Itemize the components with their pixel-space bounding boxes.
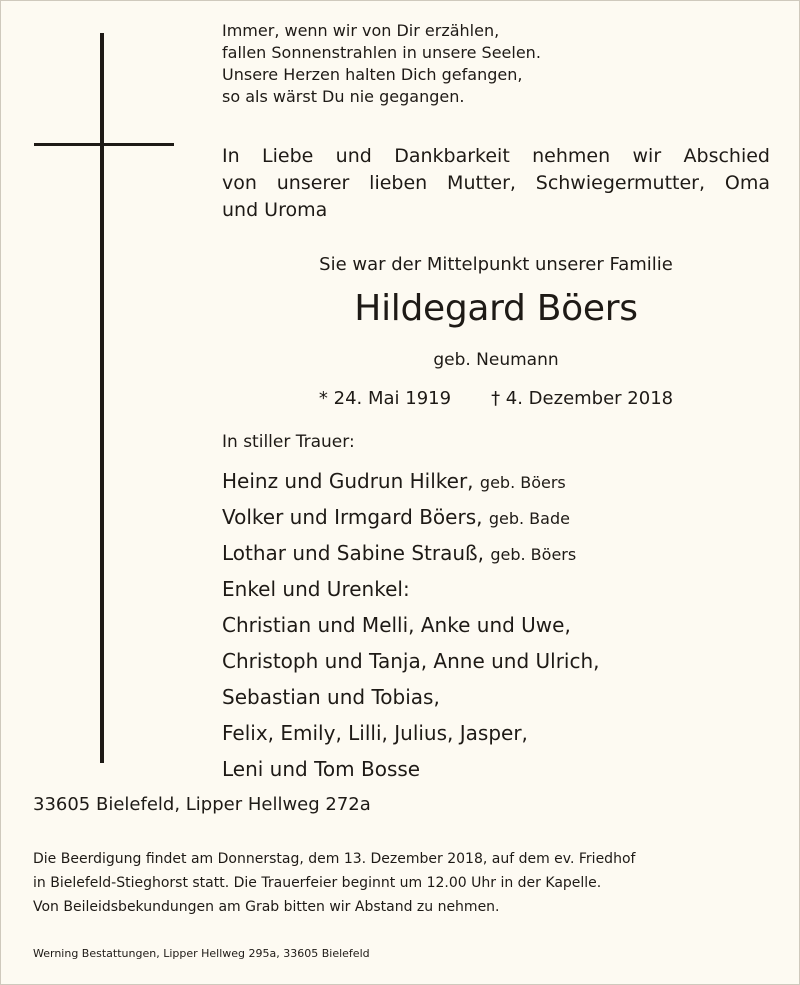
mourner-line: Christoph und Tanja, Anne und Ulrich, [222, 649, 600, 673]
undertaker-info: Werning Bestattungen, Lipper Hellweg 295a, 33605 Bielefeld [33, 947, 370, 960]
mourner-line: Volker und Irmgard Böers, geb. Bade [222, 505, 570, 529]
funeral-info-line: Von Beileidsbekundungen am Grab bitten wir Abstand zu nehmen. [33, 899, 500, 915]
poem-line: fallen Sonnenstrahlen in unsere Seelen. [222, 43, 541, 62]
birth-date: * 24. Mai 1919 [318, 388, 452, 409]
mourners-list [222, 463, 600, 787]
funeral-info [33, 847, 635, 919]
poem-line: Immer, wenn wir von Dir erzählen, [222, 21, 500, 40]
maiden-name: geb. Neumann [433, 350, 559, 370]
mourning-label: In stiller Trauer: [222, 432, 355, 452]
mourner-line: Heinz und Gudrun Hilker, geb. Böers [222, 469, 566, 493]
mourner-line: Sebastian und Tobias, [222, 685, 440, 709]
funeral-info-line: in Bielefeld-Stieghorst statt. Die Trauerfeier beginnt um 12.00 Uhr in der Kapelle. [33, 875, 602, 891]
life-dates [222, 388, 770, 409]
intro-text [222, 143, 770, 224]
intro-line: In Liebe und Dankbarkeit nehmen wir Abschied [222, 145, 770, 167]
poem-line: so als wärst Du nie gegangen. [222, 87, 465, 106]
mourner-line: Lothar und Sabine Strauß, geb. Böers [222, 541, 577, 565]
intro-line: und Uroma [222, 199, 328, 221]
poem-line: Unsere Herzen halten Dich gefangen, [222, 65, 523, 84]
tagline: Sie war der Mittelpunkt unserer Familie [319, 254, 673, 275]
poem [222, 20, 541, 108]
family-address: 33605 Bielefeld, Lipper Hellweg 272a [33, 794, 371, 815]
deceased-name: Hildegard Böers [354, 288, 638, 329]
death-date: † 4. Dezember 2018 [491, 388, 674, 409]
cross-horizontal-bar [34, 143, 174, 146]
mourner-line: Enkel und Urenkel: [222, 577, 410, 601]
mourner-line: Felix, Emily, Lilli, Julius, Jasper, [222, 721, 528, 745]
intro-line: von unserer lieben Mutter, Schwiegermutter, Oma [222, 172, 770, 194]
mourner-line: Christian und Melli, Anke und Uwe, [222, 613, 571, 637]
funeral-info-line: Die Beerdigung findet am Donnerstag, dem 13. Dezember 2018, auf dem ev. Friedhof [33, 851, 636, 867]
mourner-line: Leni und Tom Bosse [222, 757, 421, 781]
